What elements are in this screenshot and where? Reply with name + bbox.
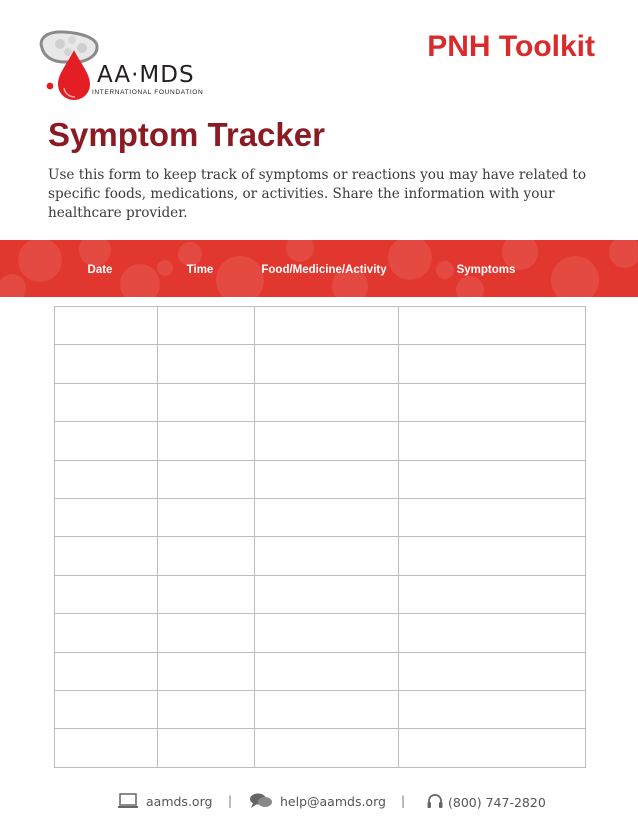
symptom-table [54,306,586,768]
entry-cell-time[interactable] [157,307,254,345]
table-row [55,498,586,536]
entry-cell-activity[interactable] [254,575,399,613]
entry-cell-date[interactable] [55,575,158,613]
symptom-table-body [55,307,586,768]
entry-cell-date[interactable] [55,422,158,460]
footer-phone[interactable] [426,793,546,811]
table-header-band [0,240,638,297]
entry-cell-symptoms[interactable] [399,345,586,383]
entry-cell-date[interactable] [55,614,158,652]
footer-email-text[interactable]: help@aamds.org [280,793,386,809]
entry-cell-date[interactable] [55,383,158,421]
table-row [55,575,586,613]
entry-cell-activity[interactable] [254,460,399,498]
table-row [55,690,586,728]
entry-cell-activity[interactable] [254,652,399,690]
entry-cell-symptoms[interactable] [399,729,586,767]
entry-cell-activity[interactable] [254,422,399,460]
intro-text: Use this form to keep track of symptoms or reactions you may have related to specific foods, medications, or activities. Share the information with your healthcare provider. [48,167,587,221]
entry-cell-time[interactable] [157,652,254,690]
entry-cell-symptoms[interactable] [399,498,586,536]
entry-cell-activity[interactable] [254,729,399,767]
aamds-logo [34,28,219,103]
table-row [55,614,586,652]
table-row [55,460,586,498]
column-header-symptoms: Symptoms [456,264,516,276]
column-header-time: Time [186,264,214,276]
entry-cell-date[interactable] [55,729,158,767]
entry-cell-date[interactable] [55,498,158,536]
table-row [55,422,586,460]
entry-cell-activity[interactable] [254,537,399,575]
footer [0,790,638,814]
logo-subtitle: INTERNATIONAL FOUNDATION [92,89,204,96]
page-title: Symptom Tracker [48,116,325,153]
entry-cell-time[interactable] [157,537,254,575]
footer-website-text[interactable]: aamds.org [146,793,213,809]
footer-separator: | [401,794,406,808]
column-header-activity: Food/Medicine/Activity [261,264,387,276]
table-row [55,729,586,767]
headset-icon [426,793,444,811]
laptop-icon [118,793,138,809]
table-row [55,537,586,575]
entry-cell-time[interactable] [157,383,254,421]
entry-cell-date[interactable] [55,652,158,690]
entry-cell-time[interactable] [157,498,254,536]
entry-cell-activity[interactable] [254,345,399,383]
entry-cell-date[interactable] [55,307,158,345]
entry-cell-symptoms[interactable] [399,614,586,652]
entry-cell-time[interactable] [157,422,254,460]
chat-icon [250,793,272,809]
entry-cell-date[interactable] [55,690,158,728]
footer-website[interactable] [118,793,212,809]
footer-phone-text[interactable]: (800) 747-2820 [448,794,546,810]
entry-cell-symptoms[interactable] [399,307,586,345]
entry-cell-symptoms[interactable] [399,690,586,728]
entry-cell-symptoms[interactable] [399,460,586,498]
entry-cell-date[interactable] [55,460,158,498]
entry-cell-time[interactable] [157,614,254,652]
table-row [55,652,586,690]
entry-cell-date[interactable] [55,345,158,383]
entry-cell-symptoms[interactable] [399,422,586,460]
table-row [55,307,586,345]
entry-cell-activity[interactable] [254,383,399,421]
column-header-date: Date [87,264,113,276]
entry-cell-symptoms[interactable] [399,652,586,690]
entry-cell-time[interactable] [157,460,254,498]
entry-cell-time[interactable] [157,345,254,383]
entry-cell-time[interactable] [157,729,254,767]
entry-cell-date[interactable] [55,537,158,575]
footer-email[interactable] [250,793,386,809]
toolkit-label: PNH Toolkit [427,30,595,63]
entry-cell-activity[interactable] [254,690,399,728]
entry-cell-symptoms[interactable] [399,575,586,613]
entry-cell-symptoms[interactable] [399,537,586,575]
entry-cell-symptoms[interactable] [399,383,586,421]
entry-cell-time[interactable] [157,575,254,613]
entry-cell-activity[interactable] [254,307,399,345]
table-row [55,383,586,421]
table-row [55,345,586,383]
entry-cell-time[interactable] [157,690,254,728]
entry-cell-activity[interactable] [254,498,399,536]
footer-separator: | [228,794,233,808]
entry-cell-activity[interactable] [254,614,399,652]
logo-wordmark: AA·MDS [97,62,195,88]
